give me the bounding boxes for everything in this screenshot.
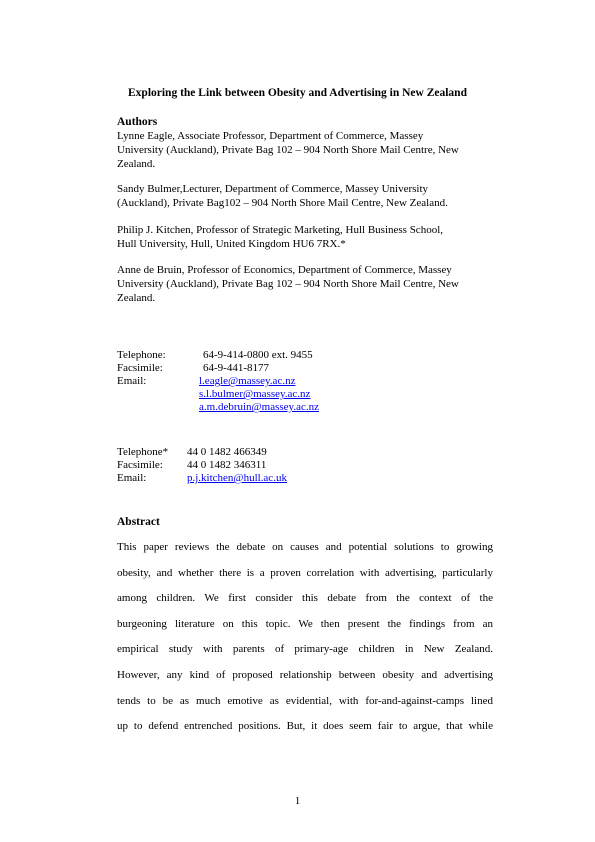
telephone-label: Telephone* xyxy=(117,446,169,458)
abstract-line: empirical study with parents of primary-age children in New Zealand. xyxy=(117,643,493,656)
author-block-bulmer xyxy=(117,182,507,210)
email-link[interactable]: s.l.bulmer@massey.ac.nz xyxy=(199,388,311,400)
email-link[interactable]: p.j.kitchen@hull.ac.uk xyxy=(187,472,287,484)
email-link[interactable]: l.eagle@massey.ac.nz xyxy=(199,375,296,387)
abstract-line: up to defend entrenched positions. But, it does seem fair to argue, that while xyxy=(117,720,493,733)
facsimile-value: 44 0 1482 346311 xyxy=(187,459,267,471)
telephone-value: 64-9-414-0800 ext. 9455 xyxy=(203,349,313,361)
author-line: Zealand. xyxy=(117,158,156,171)
author-line: Anne de Bruin, Professor of Economics, Department of Commerce, Massey xyxy=(117,264,452,276)
authors-heading: Authors xyxy=(117,116,158,128)
telephone-value: 44 0 1482 466349 xyxy=(187,446,267,458)
facsimile-label: Facsimile: xyxy=(117,362,163,374)
email-link[interactable]: a.m.debruin@massey.ac.nz xyxy=(199,401,319,413)
author-block-kitchen xyxy=(117,223,507,251)
abstract-line: obesity, and whether there is a proven correlation with advertising, particularly xyxy=(117,566,493,579)
abstract-line: This paper reviews the debate on causes and potential solutions to growing xyxy=(117,541,493,553)
facsimile-value: 64-9-441-8177 xyxy=(203,362,269,374)
abstract-line: However, any kind of proposed relationship between obesity and advertising xyxy=(117,668,493,681)
author-line: University (Auckland), Private Bag 102 – 904 North Shore Mail Centre, New xyxy=(117,278,459,291)
author-line: (Auckland), Private Bag102 – 904 North Shore Mail Centre, New Zealand. xyxy=(117,197,448,210)
author-line: Hull University, Hull, United Kingdom HU6 7RX.* xyxy=(117,238,346,251)
author-block-debruin xyxy=(117,263,507,306)
author-line: Zealand. xyxy=(117,292,156,305)
abstract-heading: Abstract xyxy=(117,516,160,528)
author-block-eagle xyxy=(117,129,507,172)
telephone-label: Telephone: xyxy=(117,349,166,361)
abstract-line: among children. We first consider this debate from the context of the xyxy=(117,592,493,605)
abstract-line: tends to be as much emotive as evidential, with for-and-against-camps lined xyxy=(117,694,493,707)
author-line: Philip J. Kitchen, Professor of Strategic Marketing, Hull Business School, xyxy=(117,224,443,236)
author-line: University (Auckland), Private Bag 102 – 904 North Shore Mail Centre, New xyxy=(117,144,459,157)
facsimile-label: Facsimile: xyxy=(117,459,163,471)
author-line: Sandy Bulmer,Lecturer, Department of Commerce, Massey University xyxy=(117,183,429,195)
email-label: Email: xyxy=(117,375,147,387)
page-number: 1 xyxy=(294,795,301,807)
abstract-line: burgeoning literature on this topic. We then present the findings from an xyxy=(117,617,493,630)
paper-title: Exploring the Link between Obesity and Advertising in New Zealand xyxy=(128,87,467,99)
abstract-body xyxy=(117,540,493,745)
author-line: Lynne Eagle, Associate Professor, Department of Commerce, Massey xyxy=(117,130,424,142)
email-label: Email: xyxy=(117,472,147,484)
